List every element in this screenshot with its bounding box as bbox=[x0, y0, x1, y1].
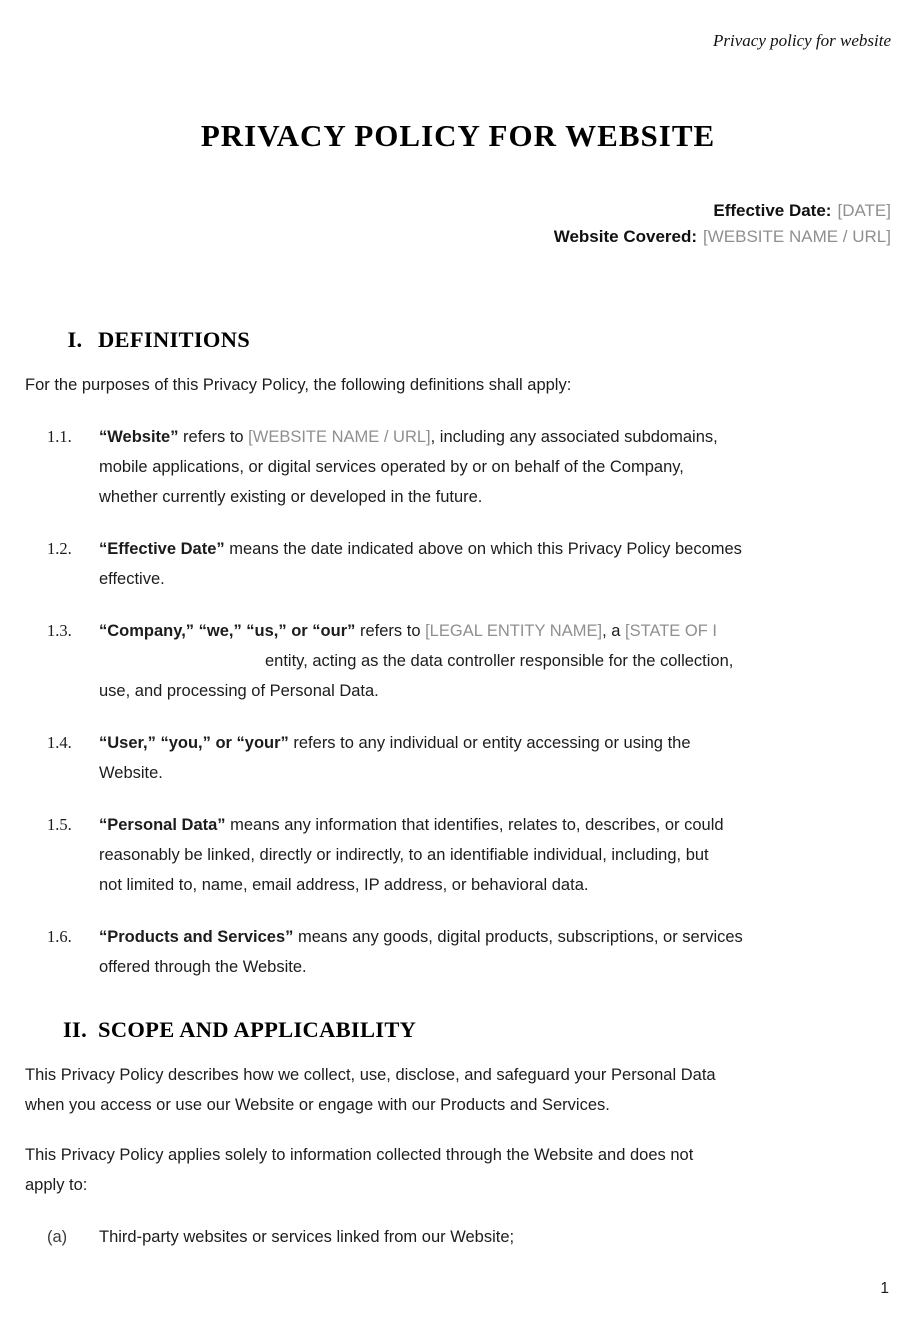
document-title: PRIVACY POLICY FOR WEBSITE bbox=[200, 118, 716, 153]
meta-row-effective-date bbox=[25, 198, 891, 224]
alpha-list-marker: (a) bbox=[47, 1228, 68, 1246]
section-intro: For the purposes of this Privacy Policy, the following definitions shall apply: bbox=[25, 376, 572, 394]
list-number: 1.2. bbox=[47, 539, 72, 558]
section-number: II. bbox=[62, 1017, 88, 1042]
definition-item-1-2 bbox=[25, 534, 891, 594]
running-header: Privacy policy for website bbox=[713, 31, 891, 50]
section-definitions bbox=[25, 324, 891, 982]
meta-label: Effective Date: bbox=[713, 201, 832, 220]
list-item-text: “User,” “you,” or “your” refers to any individual or entity accessing or using the Website. bbox=[99, 734, 691, 782]
meta-value-placeholder: [WEBSITE NAME / URL] bbox=[703, 227, 891, 246]
list-number: 1.6. bbox=[47, 927, 72, 946]
section-heading bbox=[25, 1014, 891, 1046]
paragraph: This Privacy Policy describes how we collect, use, disclose, and safeguard your Personal Data when you access or use our Website or engage with our Products and Services. bbox=[25, 1066, 716, 1114]
section-heading bbox=[25, 324, 891, 356]
definition-item-1-1 bbox=[25, 422, 891, 512]
list-number: 1.1. bbox=[47, 427, 72, 446]
meta-block bbox=[25, 198, 891, 250]
definition-item-1-6 bbox=[25, 922, 891, 982]
section-heading-text: DEFINITIONS bbox=[98, 327, 251, 352]
alpha-list-text: Third-party websites or services linked from our Website; bbox=[99, 1228, 515, 1246]
list-item-text: “Products and Services” means any goods, digital products, subscriptions, or services offered through the Website. bbox=[99, 928, 743, 976]
definition-item-1-4 bbox=[25, 728, 891, 788]
list-item-text: “Company,” “we,” “us,” or “our” refers to [LEGAL ENTITY NAME], a [STATE OF I entity, acting as the data controller responsible for the collection, use, and processing of Personal Data. bbox=[99, 622, 734, 700]
definition-item-1-5 bbox=[25, 810, 891, 900]
alpha-list-item-a bbox=[25, 1222, 891, 1252]
meta-label: Website Covered: bbox=[553, 227, 698, 246]
list-number: 1.4. bbox=[47, 733, 72, 752]
page-number: 1 bbox=[880, 1280, 889, 1297]
meta-value-placeholder: [DATE] bbox=[837, 201, 891, 220]
list-item-text: “Website” refers to [WEBSITE NAME / URL], including any associated subdomains, mobile applications, or digital services operated by or on behalf of the Company, whether currently existing or developed in the future. bbox=[99, 428, 718, 506]
paragraph: This Privacy Policy applies solely to information collected through the Website and does not apply to: bbox=[25, 1146, 694, 1194]
list-item-text: “Personal Data” means any information that identifies, relates to, describes, or could reasonably be linked, directly or indirectly, to an identifiable individual, including, but not limited to, name, email address, IP address, or behavioral data. bbox=[99, 816, 724, 894]
definition-item-1-3 bbox=[25, 616, 891, 706]
list-number: 1.5. bbox=[47, 815, 72, 834]
section-number: I. bbox=[67, 327, 83, 352]
meta-row-website-covered bbox=[25, 224, 891, 250]
section-scope bbox=[25, 1014, 891, 1252]
section-heading-text: SCOPE AND APPLICABILITY bbox=[98, 1017, 417, 1042]
list-item-text: “Effective Date” means the date indicated above on which this Privacy Policy becomes effective. bbox=[99, 540, 742, 588]
list-number: 1.3. bbox=[47, 621, 72, 640]
